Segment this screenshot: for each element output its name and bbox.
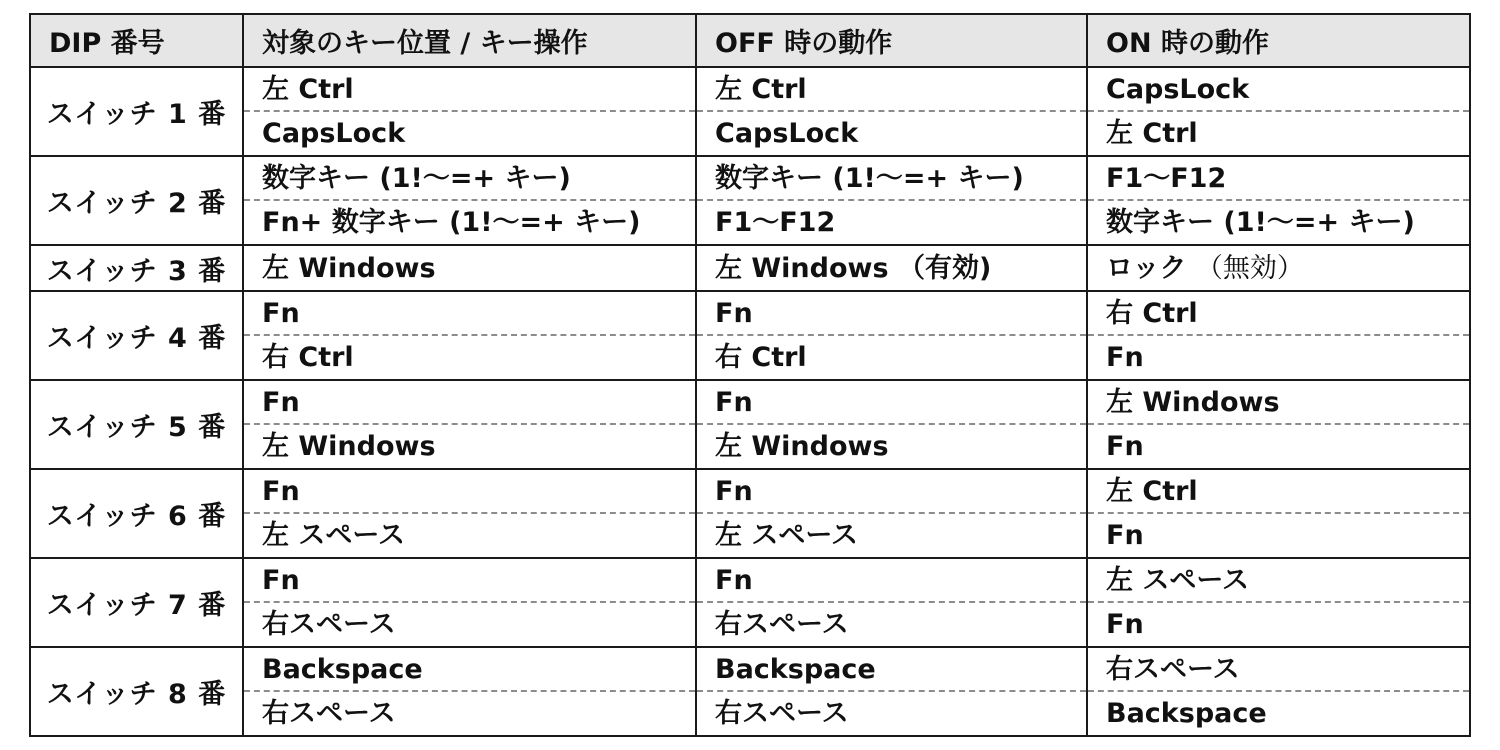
header-off-behavior: OFF 時の動作 [696, 14, 1087, 67]
off-primary: Fn [697, 381, 1086, 425]
off-cell [696, 469, 1087, 558]
on-secondary: Fn [1106, 342, 1144, 373]
target-cell [243, 245, 696, 291]
off-primary: Fn [697, 292, 1086, 336]
off-cell [696, 67, 1087, 156]
header-on-behavior: ON 時の動作 [1087, 14, 1470, 67]
target-primary: Fn [244, 559, 695, 603]
off-cell [696, 558, 1087, 647]
target-primary: 左 Ctrl [244, 68, 695, 112]
on-cell [1087, 380, 1470, 469]
on-cell [1087, 647, 1470, 736]
on-secondary: 左 Ctrl [1106, 118, 1198, 149]
on-primary [1088, 247, 1469, 290]
target-primary: Fn [244, 381, 695, 425]
off-cell [696, 156, 1087, 245]
on-cell [1087, 469, 1470, 558]
target-secondary: 左 Windows [262, 431, 436, 462]
target-primary: Fn [244, 292, 695, 336]
switch-label: スイッチ 8 番 [30, 647, 243, 736]
off-primary: 左 Windows （有効) [715, 252, 992, 284]
off-secondary: 右 Ctrl [715, 342, 807, 373]
off-cell [696, 245, 1087, 291]
header-target-key: 対象のキー位置 / キー操作 [243, 14, 696, 67]
target-secondary: CapsLock [262, 118, 406, 149]
switch-label: スイッチ 3 番 [30, 245, 243, 291]
off-secondary: F1〜F12 [715, 207, 836, 238]
on-secondary: Fn [1106, 609, 1144, 640]
off-primary: Fn [697, 470, 1086, 514]
off-primary: 数字キー (1!〜=+ キー) [697, 157, 1086, 201]
target-primary: Fn [244, 470, 695, 514]
target-primary: 数字キー (1!〜=+ キー) [244, 157, 695, 201]
table-row [30, 558, 1470, 647]
on-cell [1087, 156, 1470, 245]
off-cell [696, 380, 1087, 469]
on-secondary: Fn [1106, 431, 1144, 462]
off-cell [696, 291, 1087, 380]
switch-label: スイッチ 4 番 [30, 291, 243, 380]
on-secondary: Fn [1106, 520, 1144, 551]
on-cell [1087, 245, 1470, 291]
off-cell [696, 647, 1087, 736]
on-primary: 左 Ctrl [1088, 470, 1469, 514]
switch-label: スイッチ 1 番 [30, 67, 243, 156]
switch-label: スイッチ 6 番 [30, 469, 243, 558]
target-secondary: 右スペース [262, 609, 396, 640]
off-secondary: 右スペース [715, 698, 849, 729]
on-value: ロック [1106, 252, 1196, 284]
table-row [30, 245, 1470, 291]
on-primary: 右スペース [1088, 648, 1469, 692]
off-secondary: 右スペース [715, 609, 849, 640]
target-primary: 左 Windows [262, 252, 436, 284]
switch-label: スイッチ 5 番 [30, 380, 243, 469]
table-row [30, 469, 1470, 558]
target-cell [243, 469, 696, 558]
target-primary: Backspace [244, 648, 695, 692]
on-secondary: 数字キー (1!〜=+ キー) [1106, 207, 1415, 238]
on-primary: 右 Ctrl [1088, 292, 1469, 336]
on-note: （無効） [1195, 252, 1304, 284]
target-cell [243, 380, 696, 469]
on-primary: 左 スペース [1088, 559, 1469, 603]
on-cell [1087, 291, 1470, 380]
on-cell [1087, 67, 1470, 156]
switch-label: スイッチ 7 番 [30, 558, 243, 647]
dip-switch-table-container [29, 13, 1469, 737]
dip-switch-table [29, 13, 1471, 737]
table-row [30, 380, 1470, 469]
target-cell [243, 291, 696, 380]
off-secondary: 左 スペース [715, 520, 859, 551]
off-primary: Backspace [697, 648, 1086, 692]
on-primary: CapsLock [1088, 68, 1469, 112]
target-secondary: 右 Ctrl [262, 342, 354, 373]
on-secondary: Backspace [1106, 698, 1267, 729]
target-secondary: 左 スペース [262, 520, 406, 551]
target-cell [243, 647, 696, 736]
on-cell [1087, 558, 1470, 647]
target-cell [243, 156, 696, 245]
on-primary: F1〜F12 [1088, 157, 1469, 201]
table-row [30, 291, 1470, 380]
target-cell [243, 67, 696, 156]
target-secondary: Fn+ 数字キー (1!〜=+ キー) [262, 207, 641, 238]
off-secondary: CapsLock [715, 118, 859, 149]
on-primary: 左 Windows [1088, 381, 1469, 425]
header-dip-number: DIP 番号 [30, 14, 243, 67]
switch-label: スイッチ 2 番 [30, 156, 243, 245]
header-row [30, 14, 1470, 67]
table-row [30, 156, 1470, 245]
off-primary: Fn [697, 559, 1086, 603]
table-row [30, 67, 1470, 156]
off-secondary: 左 Windows [715, 431, 889, 462]
table-row [30, 647, 1470, 736]
target-cell [243, 558, 696, 647]
off-primary: 左 Ctrl [697, 68, 1086, 112]
target-secondary: 右スペース [262, 698, 396, 729]
